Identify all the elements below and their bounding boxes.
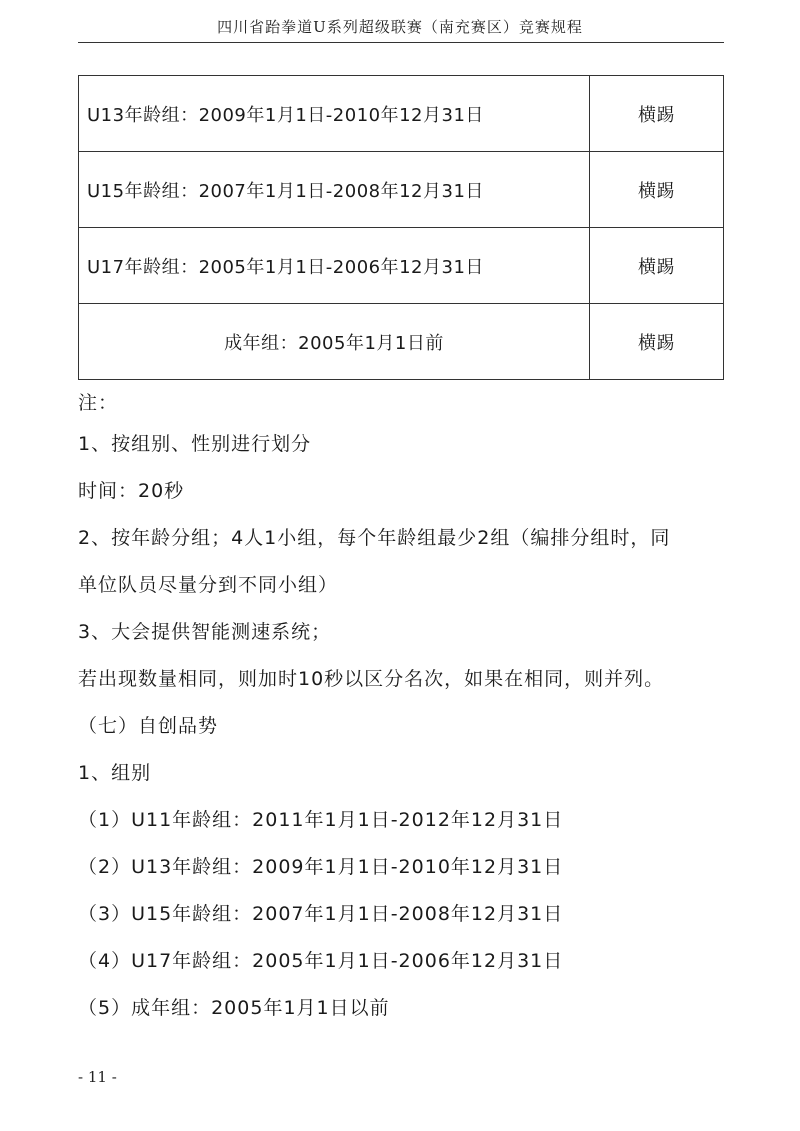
document-body — [78, 388, 728, 1040]
note-item-2-line-2: 单位队员尽量分到不同小组） — [78, 574, 339, 596]
event-cell: 横踢 — [590, 304, 724, 380]
note-tie-rule: 若出现数量相同，则加时10秒以区分名次，如果在相同，则并列。 — [78, 668, 665, 690]
table-row — [79, 228, 724, 304]
list-item: （5）成年组：2005年1月1日以前 — [78, 997, 390, 1019]
event-cell: 横踢 — [590, 228, 724, 304]
page-number: - 11 - — [78, 1068, 117, 1086]
list-item: （4）U17年龄组：2005年1月1日-2006年12月31日 — [78, 950, 564, 972]
age-group-table — [78, 75, 724, 380]
section-subheading: 1、组别 — [78, 762, 152, 784]
list-item: （3）U15年龄组：2007年1月1日-2008年12月31日 — [78, 903, 564, 925]
notes-label: 注： — [78, 392, 119, 414]
age-group-cell: 成年组：2005年1月1日前 — [79, 304, 590, 380]
note-time: 时间：20秒 — [78, 480, 185, 502]
age-group-cell: U17年龄组：2005年1月1日-2006年12月31日 — [79, 228, 590, 304]
note-item-3: 3、大会提供智能测速系统； — [78, 621, 332, 643]
table-row — [79, 304, 724, 380]
age-group-cell: U15年龄组：2007年1月1日-2008年12月31日 — [79, 152, 590, 228]
list-item: （2）U13年龄组：2009年1月1日-2010年12月31日 — [78, 856, 564, 878]
note-item-2-line-1: 2、按年龄分组；4人1小组，每个年龄组最少2组（编排分组时，同 — [78, 527, 671, 549]
table-row — [79, 76, 724, 152]
note-item-1: 1、按组别、性别进行划分 — [78, 433, 312, 455]
age-group-cell: U13年龄组：2009年1月1日-2010年12月31日 — [79, 76, 590, 152]
section-heading: （七）自创品势 — [78, 715, 219, 737]
list-item: （1）U11年龄组：2011年1月1日-2012年12月31日 — [78, 809, 564, 831]
header-divider — [78, 42, 724, 43]
document-header-title: 四川省跆拳道U系列超级联赛（南充赛区）竞赛规程 — [217, 18, 583, 36]
table-row — [79, 152, 724, 228]
event-cell: 横踢 — [590, 76, 724, 152]
event-cell: 横踢 — [590, 152, 724, 228]
